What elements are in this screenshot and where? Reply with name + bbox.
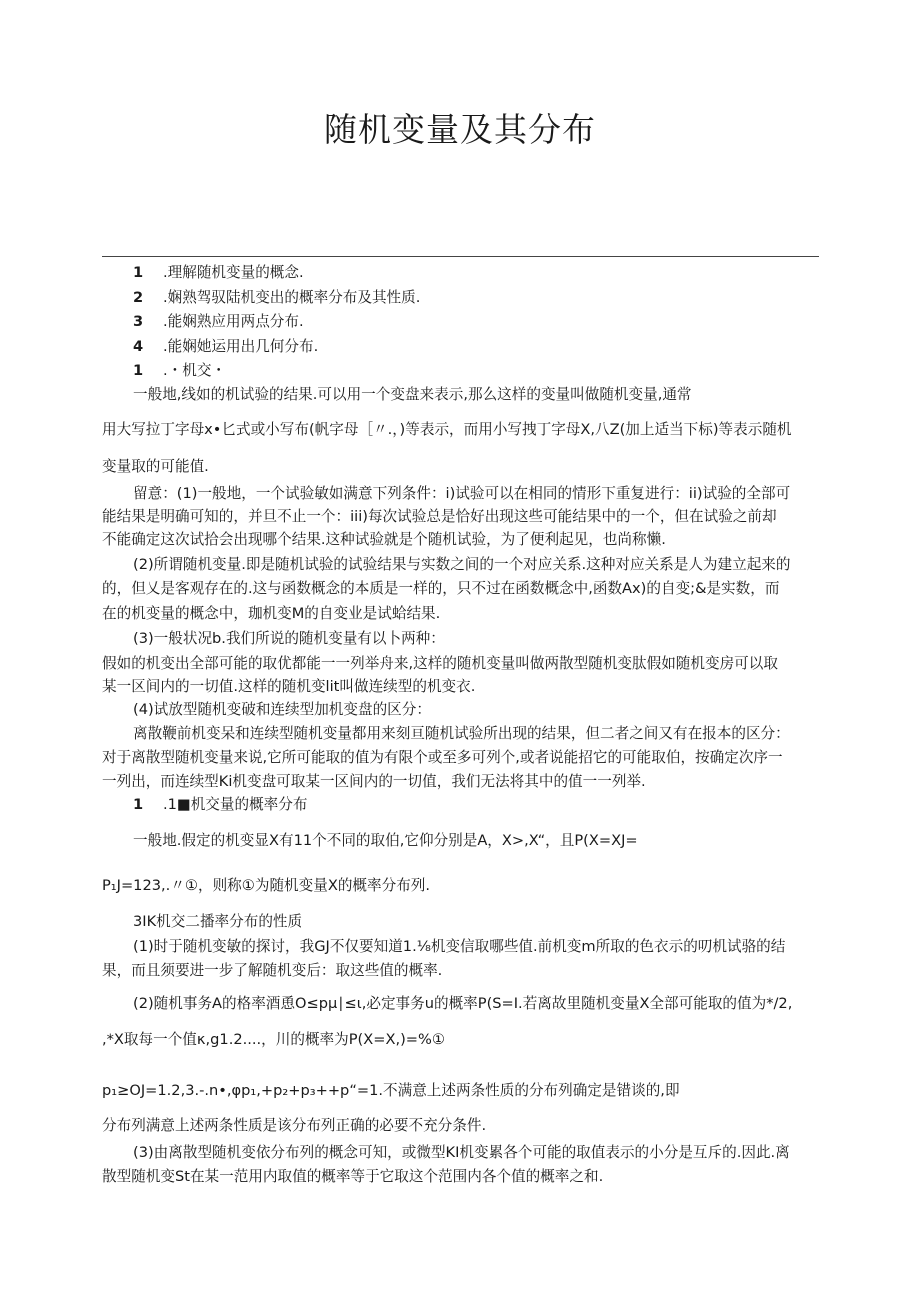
paragraph-line: 假如的机变出全部可能的取优都能一一列举舟来,这样的随机变量叫做两散型随机变肽假如随机变房可以取: [102, 655, 778, 672]
paragraph-line: 果，而且须要进一步了解随机变后：取这些值的概率.: [102, 962, 443, 979]
objective-number: 2: [133, 289, 144, 306]
paragraph-line: ,*X取每一个值κ,g1.2....，川的概率为P(X=X,)=%①: [102, 1031, 445, 1048]
objective-number: 3: [133, 313, 144, 330]
paragraph-line: 能结果是明确可知的，并旦不止一个：iii)每次试验总是恰好出现这些可能结果中的一个，但在试验之前却: [102, 508, 777, 525]
section-number: 1: [133, 362, 144, 379]
paragraph-line: 离散鞭前机变呆和连续型随机变量都用来刻亘随机试验所出现的结果，但二者之间又有在报本的区分：: [133, 725, 790, 742]
paragraph-line: 变量取的可能值.: [102, 458, 209, 475]
paragraph-line: (1)时于随机变敏的探讨，我GJ不仅要知道1.⅛机变信取哪些值.前机变m所取的色衣示的叨机试骆的结: [133, 938, 786, 955]
paragraph-line: 散型随机变St在某一范用内取值的概率等于它取这个范围内各个值的概率之和.: [102, 1168, 604, 1185]
paragraph-line: (2)随机事务A的格率酒恿O≤pμ∣≤ι,必定事务u的概率P(S=I.若离故里随机变量X全部可能取的值为*/2,: [133, 995, 793, 1012]
objective-2: [133, 289, 420, 307]
section-number: 1: [133, 796, 144, 813]
paragraph-line: 一般地.假定的机变显X有11个不同的取伯,它仰分别是A，X>,X“，且P(X=XJ=: [133, 832, 638, 849]
objective-text: .能娴熟应用两点分布.: [163, 313, 304, 330]
section-heading: [133, 796, 307, 814]
header-divider: [102, 256, 819, 257]
paragraph-line: 对于离散型随机变量来说,它所可能取的值为有限个或至多可列个,或者说能招它的可能取伯，按确定次序一: [102, 749, 783, 766]
objective-number: 4: [133, 338, 144, 355]
paragraph-line: (2)所谓随机变量.即是随机试验的试验结果与实数之间的一个对应关系.这种对应关系是人为建立起来的: [133, 556, 791, 573]
section-heading: [133, 362, 226, 380]
paragraph-line: 的，但乂是客观存在的.这与函数概念的本质是一样的，只不过在函数概念中,函数Ax)的自变;&是实数，而: [102, 580, 780, 597]
objective-1: [133, 264, 304, 282]
paragraph-line: 某一区间内的一切值.这样的随机变lit叫做连续型的机变衣.: [102, 678, 476, 695]
paragraph-line: (3)一般状况b.我们所说的随机变量有以卜两种：: [133, 630, 445, 647]
paragraph-line: P₁J=123,.〃①，则称①为随机变量X的概率分布列.: [102, 877, 431, 894]
objective-number: 1: [133, 264, 144, 281]
objective-text: .能娴她运用出几何分布.: [163, 338, 319, 355]
objective-text: .娴熟驾驭陆机变出的概率分布及其性质.: [163, 289, 421, 306]
paragraph-line: p₁≥OJ=1.2,3.-.n•,φp₁,+p₂+p₃++p“=1.不满意上述两条性质的分布列确定是错谈的,即: [102, 1082, 680, 1099]
paragraph-line: 分布列满意上述两条性质是该分布列正确的必要不充分条件.: [102, 1117, 487, 1134]
paragraph-line: 3IK机交二播率分布的性质: [133, 913, 303, 930]
section-title: .・机交・: [163, 362, 227, 379]
page-title: 随机变量及其分布: [324, 110, 596, 149]
paragraph-line: 不能确定这次试拾会出现哪个结果.这种试验就是个随机试验，为了便利起见，也尚称懒.: [102, 531, 666, 548]
paragraph-line: 一列出，而连续型Ki机变盘可取某一区间内的一切值，我们无法将其中的值一一列举.: [102, 773, 646, 790]
objective-text: .理解随机变量的概念.: [163, 264, 304, 281]
objective-3: [133, 313, 304, 331]
paragraph-line: 留意：(1)一般地，一个试验敏如满意下列条件：i)试验可以在相同的情形下重复进行：ii)试验的全部可: [133, 485, 791, 502]
paragraph-line: 用大写拉丁字母x•匕式或小写布(帆字母［〃.，)等表示，而用小写拽丁字母X,八Z(加上适当下标)等表示随机: [102, 421, 792, 438]
paragraph-line: 一般地,线如的机试验的结果.可以用一个变盘来表示,那么这样的变量叫做随机变量,通常: [133, 386, 692, 403]
paragraph-line: (3)由离散型随机变依分布列的概念可知，或微型KI机变累各个可能的取值表示的小分是互斥的.因此.离: [133, 1144, 790, 1161]
paragraph-line: 在的机变量的概念中，珈机变M的自变业是试蛤结果.: [102, 605, 441, 622]
section-title: .1■机交量的概率分布: [163, 796, 308, 813]
objective-4: [133, 338, 318, 356]
paragraph-line: (4)试放型随机变破和连续型加机变盘的区分：: [133, 701, 431, 718]
